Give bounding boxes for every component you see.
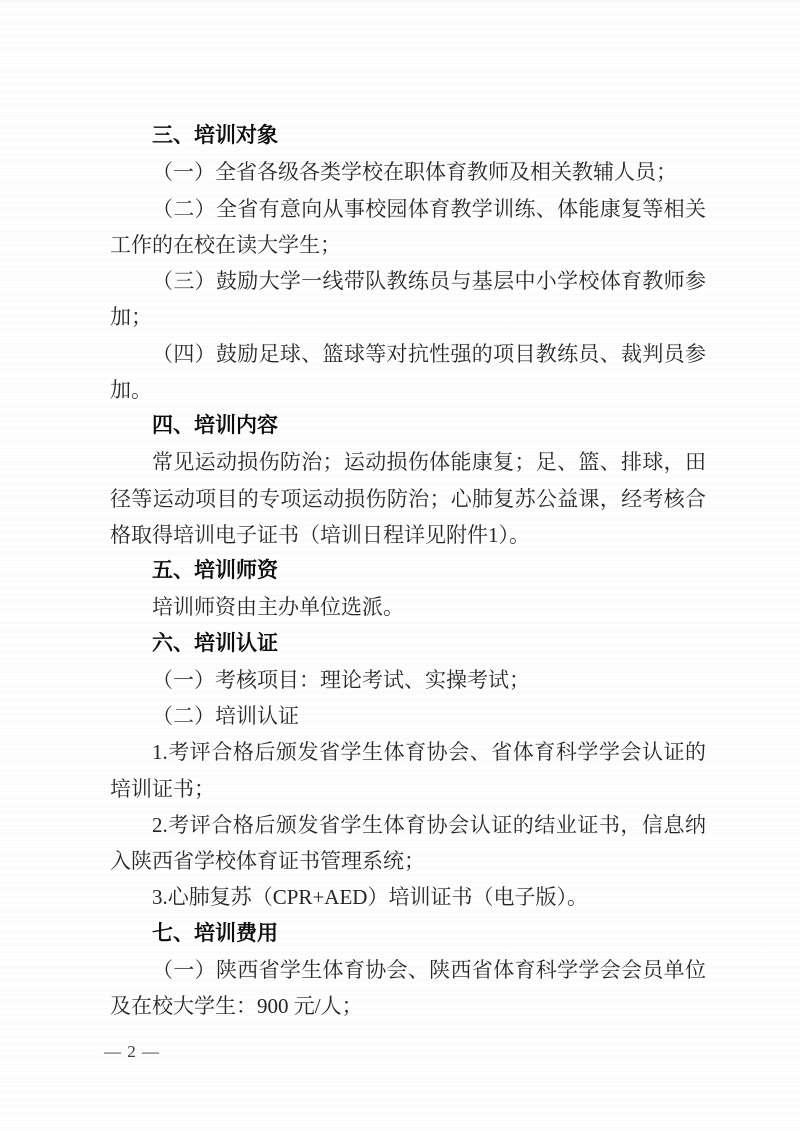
paragraph-certification-sub-1: 1.考评合格后颁发省学生体育协会、省体育科学学会认证的培训证书；	[110, 740, 706, 801]
page-footer	[104, 1042, 160, 1062]
page-number: — 2 —	[104, 1042, 160, 1061]
section-heading-training-fee: 七、培训费用	[152, 921, 278, 945]
paragraph-certification-sub-2: 2.考评合格后颁发省学生体育协会认证的结业证书，信息纳入陕西省学校体育证书管理系统；	[110, 812, 706, 873]
paragraph-audience-item-1: （一）全省各级各类学校在职体育教师及相关教辅人员；	[152, 160, 677, 185]
section-heading-training-audience: 三、培训对象	[152, 124, 278, 147]
paragraph-audience-item-3: （三）鼓励大学一线带队教练员与基层中小学校体育教师参加；	[110, 269, 706, 330]
paragraph-audience-item-4: （四）鼓励足球、篮球等对抗性强的项目教练员、裁判员参加。	[110, 341, 706, 402]
section-heading-training-faculty: 五、培训师资	[152, 559, 278, 582]
paragraph-certification-item-1: （一）考核项目：理论考试、实操考试；	[152, 667, 530, 692]
paragraph-certification-sub-3: 3.心肺复苏（CPR+AED）培训证书（电子版）。	[152, 885, 588, 910]
paragraph-fee-item-1: （一）陕西省学生体育协会、陕西省体育科学学会会员单位及在校大学生：900 元/人；	[110, 957, 706, 1018]
paragraph-certification-item-2: （二）培训认证	[152, 704, 299, 728]
paragraph-content-overview: 常见运动损伤防治；运动损伤体能康复；足、篮、排球，田径等运动项目的专项运动损伤防治；心肺复苏公益课，经考核合格取得培训电子证书（培训日程详见附件1）。	[110, 450, 706, 547]
section-heading-training-certification: 六、培训认证	[152, 631, 278, 655]
document-body	[110, 118, 706, 1024]
paragraph-audience-item-2: （二）全省有意向从事校园体育教学训练、体能康复等相关工作的在校在读大学生；	[110, 196, 706, 257]
paragraph-faculty: 培训师资由主办单位选派。	[152, 595, 404, 620]
section-heading-training-content: 四、培训内容	[152, 414, 278, 437]
